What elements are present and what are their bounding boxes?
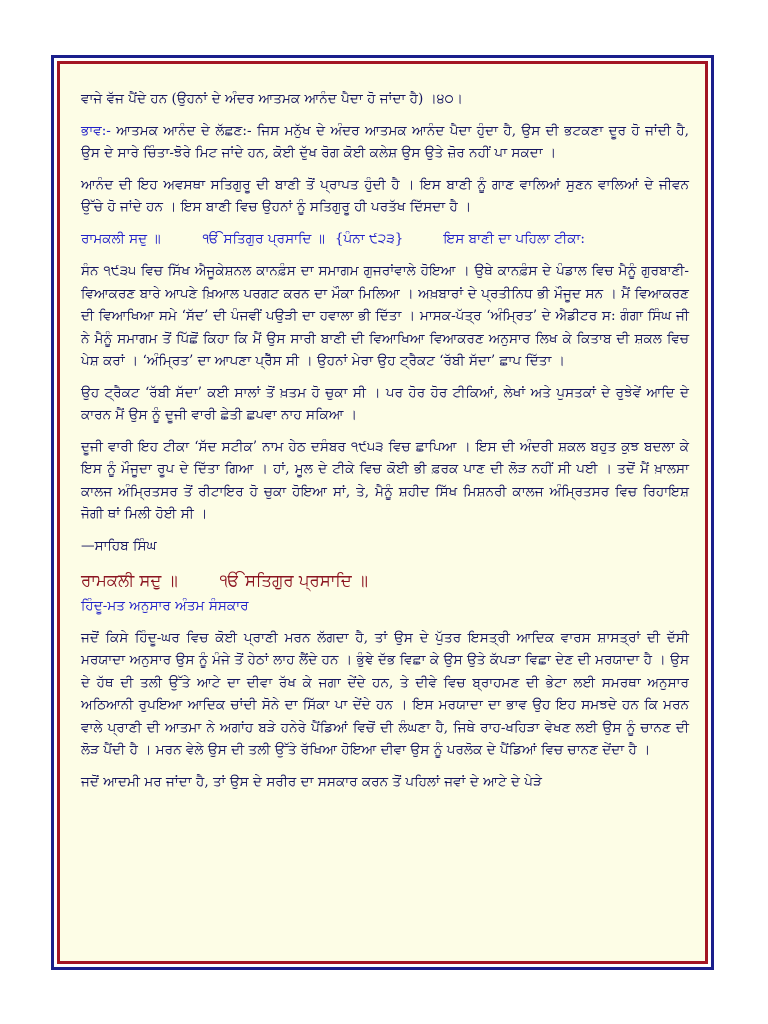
mool-mantar: ੴ ਸਤਿਗੁਰ ਪ੍ਰਸਾਦਿ ॥ — [202, 230, 325, 247]
bhav-text: ਆਤਮਕ ਆਨੰਦ ਦੇ ਲੱਛਣ:- ਜਿਸ ਮਨੁੱਖ ਦੇ ਅੰਦਰ ਆਤਮਕ ਆਨੰਦ ਪੈਦਾ ਹੁੰਦਾ ਹੈ, ਉਸ ਦੀ ਭਟਕਣਾ ਦੂਰ ਹੋ ਜਾਂਦੀ ਹੈ, ਉਸ ਦੇ ਸਾਰੇ ਚਿੰਤਾ-ਝੋਰੇ ਮਿਟ ਜਾਂਦੇ ਹਨ, ਕੋਈ ਦੁੱਖ ਰੋਗ ਕੋਈ ਕਲੇਸ਼ ਉਸ ਉਤੇ ਜ਼ੋਰ ਨਹੀਂ ਪਾ ਸਕਦਾ । — [81, 122, 689, 161]
author-signature: —ਸਾਹਿਬ ਸਿੰਘ — [81, 537, 157, 554]
shabad-mool-mantar: ੴ ਸਤਿਗੁਰ ਪ੍ਰਸਾਦਿ ॥ — [219, 571, 369, 590]
paragraph: ਸੰਨ ੧੯੩੫ ਵਿਚ ਸਿੱਖ ਐਜੂਕੇਸ਼ਨਲ ਕਾਨਫ਼ੰਸ ਦਾ ਸਮਾਗਮ ਗੁਜਰਾਂਵਾਲੇ ਹੋਇਆ । ਉਥੇ ਕਾਨਫ਼ੰਸ ਦੇ ਪੰਡਾਲ ਵਿਚ ਮੈਨੂੰ ਗੁਰਬਾਣੀ-ਵਿਆਕਰਣ ਬਾਰੇ ਆਪਣੇ ਖ਼ਿਆਲ ਪਰਗਟ ਕਰਨ ਦਾ ਮੌਕਾ ਮਿਲਿਆ । ਅਖ਼ਬਾਰਾਂ ਦੇ ਪ੍ਰਤੀਨਿਧ ਭੀ ਮੌਜੂਦ ਸਨ । ਮੈਂ ਵਿਆਕਰਣ ਦੀ ਵਿਆਖਿਆ ਸਮੇ ‘ਸੱਦ’ ਦੀ ਪੰਜਵੀਂ ਪਉੜੀ ਦਾ ਹਵਾਲਾ ਭੀ ਦਿੱਤਾ । ਮਾਸਕ-ਪੱਤ੍ਰ ‘ਅੰਮ੍ਰਿਤ’ ਦੇ ਐਡੀਟਰ ਸ: ਗੰਗਾ ਸਿੰਘ ਜੀ ਨੇ ਮੈਨੂੰ ਸਮਾਗਮ ਤੋਂ ਪਿੱਛੋਂ ਕਿਹਾ ਕਿ ਮੈਂ ਉਸ ਸਾਰੀ ਬਾਣੀ ਦੀ ਵਿਆਖਿਆ ਵਿਆਕਰਣ ਅਨੁਸਾਰ ਲਿਖ ਕੇ ਕਿਤਾਬ ਦੀ ਸ਼ਕਲ ਵਿਚ ਪੇਸ਼ ਕਰਾਂ । ‘ਅੰਮ੍ਰਿਤ’ ਦਾ ਆਪਣਾ ਪ੍ਰੈੱਸ ਸੀ । ਉਹਨਾਂ ਮੇਰਾ ਉਹ ਟ੍ਰੈਕਟ ‘ਰੱਬੀ ਸੱਦਾ’ ਛਾਪ ਦਿੱਤਾ । — [81, 263, 689, 369]
shabad-title: ਰਾਮਕਲੀ ਸਦੁ ॥ — [81, 571, 178, 590]
first-tika-note: ਇਸ ਬਾਣੀ ਦਾ ਪਹਿਲਾ ਟੀਕਾ: — [443, 230, 585, 247]
section-subtitle: ਹਿੰਦੂ-ਮਤ ਅਨੁਸਾਰ ਅੰਤਮ ਸੰਸਕਾਰ — [81, 598, 249, 614]
paragraph: ਦੂਜੀ ਵਾਰੀ ਇਹ ਟੀਕਾ ‘ਸੱਦ ਸਟੀਕ’ ਨਾਮ ਹੇਠ ਦਸੰਬਰ ੧੯੫੩ ਵਿਚ ਛਾਪਿਆ । ਇਸ ਦੀ ਅੰਦਰੀ ਸ਼ਕਲ ਬਹੁਤ ਕੁਝ ਬਦਲਾ ਕੇ ਇਸ ਨੂੰ ਮੌਜੂਦਾ ਰੂਪ ਦੇ ਦਿੱਤਾ ਗਿਆ । ਹਾਂ, ਮੂਲ ਦੇ ਟੀਕੇ ਵਿਚ ਕੋਈ ਭੀ ਫ਼ਰਕ ਪਾਣ ਦੀ ਲੋੜ ਨਹੀਂ ਸੀ ਪਈ । ਤਦੋਂ ਮੈਂ ਖ਼ਾਲਸਾ ਕਾਲਜ ਅੰਮ੍ਰਿਤਸਰ ਤੋਂ ਰੀਟਾਇਰ ਹੋ ਚੁਕਾ ਹੋਇਆ ਸਾਂ, ਤੇ, ਮੈਨੂੰ ਸ਼ਹੀਦ ਸਿੱਖ ਮਿਸ਼ਨਰੀ ਕਾਲਜ ਅੰਮ੍ਰਿਤਸਰ ਵਿਚ ਰਿਹਾਇਸ਼ ਜੋਗੀ ਥਾਂ ਮਿਲੀ ਹੋਈ ਸੀ । — [81, 438, 689, 522]
shabad-heading — [81, 567, 689, 595]
paragraph: ਜਦੋਂ ਕਿਸੇ ਹਿੰਦੂ-ਘਰ ਵਿਚ ਕੋਈ ਪ੍ਰਾਣੀ ਮਰਨ ਲੱਗਦਾ ਹੈ, ਤਾਂ ਉਸ ਦੇ ਪੁੱਤਰ ਇਸਤ੍ਰੀ ਆਦਿਕ ਵਾਰਸ ਸ਼ਾਸਤ੍ਰਾਂ ਦੀ ਦੱਸੀ ਮਰਯਾਦਾ ਅਨੁਸਾਰ ਉਸ ਨੂੰ ਮੰਜੇ ਤੋਂ ਹੇਠਾਂ ਲਾਹ ਲੈਂਦੇ ਹਨ । ਭੁੰਞੇ ਦੱਭ ਵਿਛਾ ਕੇ ਉਸ ਉਤੇ ਕੱਪੜਾ ਵਿਛਾ ਦੇਣ ਦੀ ਮਰਯਾਦਾ ਹੈ । ਉਸ ਦੇ ਹੱਥ ਦੀ ਤਲੀ ਉੱਤੇ ਆਟੇ ਦਾ ਦੀਵਾ ਰੱਖ ਕੇ ਜਗਾ ਦੇਂਦੇ ਹਨ, ਤੇ ਦੀਵੇ ਵਿਚ ਬ੍ਰਾਹਮਣ ਦੀ ਭੇਟਾ ਲਈ ਸਮਰਥਾ ਅਨੁਸਾਰ ਅਠਿਆਨੀ ਰੁਪਇਆ ਆਦਿਕ ਚਾਂਦੀ ਸੋਨੇ ਦਾ ਸਿੱਕਾ ਪਾ ਦੇਂਦੇ ਹਨ । ਇਸ ਮਰਯਾਦਾ ਦਾ ਭਾਵ ਉਹ ਇਹ ਸਮਝਦੇ ਹਨ ਕਿ ਮਰਨ ਵਾਲੇ ਪ੍ਰਾਣੀ ਦੀ ਆਤਮਾ ਨੇ ਅਗਾਂਹ ਬੜੇ ਹਨੇਰੇ ਪੈਂਡਿਆਂ ਵਿਚੋਂ ਦੀ ਲੰਘਣਾ ਹੈ, ਜਿਥੇ ਰਾਹ-ਖਹਿੜਾ ਵੇਖਣ ਲਈ ਉਸ ਨੂੰ ਚਾਨਣ ਦੀ ਲੋੜ ਪੈਂਦੀ ਹੈ । ਮਰਨ ਵੇਲੇ ਉਸ ਦੀ ਤਲੀ ਉੱਤੇ ਰੱਖਿਆ ਹੋਇਆ ਦੀਵਾ ਉਸ ਨੂੰ ਪਰਲੋਕ ਦੇ ਪੈਂਡਿਆਂ ਵਿਚ ਚਾਨਣ ਦੇਂਦਾ ਹੈ । — [81, 629, 689, 758]
heading-title: ਰਾਮਕਲੀ ਸਦੁ ॥ — [81, 230, 161, 247]
bhav-paragraph — [81, 120, 689, 165]
section-heading — [81, 228, 689, 251]
paragraph: ਵਾਜੇ ਵੱਜ ਪੈਂਦੇ ਹਨ (ਉਹਨਾਂ ਦੇ ਅੰਦਰ ਆਤਮਕ ਆਨੰਦ ਪੈਦਾ ਹੋ ਜਾਂਦਾ ਹੈ) ।੪੦। — [81, 91, 463, 107]
paragraph: ਉਹ ਟ੍ਰੈਕਟ ‘ਰੱਬੀ ਸੱਦਾ’ ਕਈ ਸਾਲਾਂ ਤੋਂ ਖ਼ਤਮ ਹੋ ਚੁਕਾ ਸੀ । ਪਰ ਹੋਰ ਹੋਰ ਟੀਕਿਆਂ, ਲੇਖਾਂ ਅਤੇ ਪੁਸਤਕਾਂ ਦੇ ਰੁਝੇਵੇਂ ਆਦਿ ਦੇ ਕਾਰਨ ਮੈਂ ਉਸ ਨੂੰ ਦੂਜੀ ਵਾਰੀ ਛੇਤੀ ਛਪਵਾ ਨਾਹ ਸਕਿਆ । — [81, 384, 689, 423]
bhav-label: ਭਾਵ:- — [81, 122, 111, 139]
document-body — [81, 88, 689, 802]
content-panel — [57, 61, 708, 964]
paragraph: ਆਨੰਦ ਦੀ ਇਹ ਅਵਸਥਾ ਸਤਿਗੁਰੂ ਦੀ ਬਾਣੀ ਤੋਂ ਪ੍ਰਾਪਤ ਹੁੰਦੀ ਹੈ । ਇਸ ਬਾਣੀ ਨੂੰ ਗਾਣ ਵਾਲਿਆਂ ਸੁਣਨ ਵਾਲਿਆਂ ਦੇ ਜੀਵਨ ਉੱਚੇ ਹੋ ਜਾਂਦੇ ਹਨ । ਇਸ ਬਾਣੀ ਵਿਚ ਉਹਨਾਂ ਨੂੰ ਸਤਿਗੁਰੂ ਹੀ ਪਰਤੱਖ ਦਿੱਸਦਾ ਹੈ । — [81, 176, 689, 215]
page-reference: {ਪੰਨਾ ੯੨੩} — [334, 230, 404, 247]
paragraph: ਜਦੋਂ ਆਦਮੀ ਮਰ ਜਾਂਦਾ ਹੈ, ਤਾਂ ਉਸ ਦੇ ਸਰੀਰ ਦਾ ਸਸਕਾਰ ਕਰਨ ਤੋਂ ਪਹਿਲਾਂ ਜਵਾਂ ਦੇ ਆਟੇ ਦੇ ਪੇੜੇ — [81, 773, 542, 790]
